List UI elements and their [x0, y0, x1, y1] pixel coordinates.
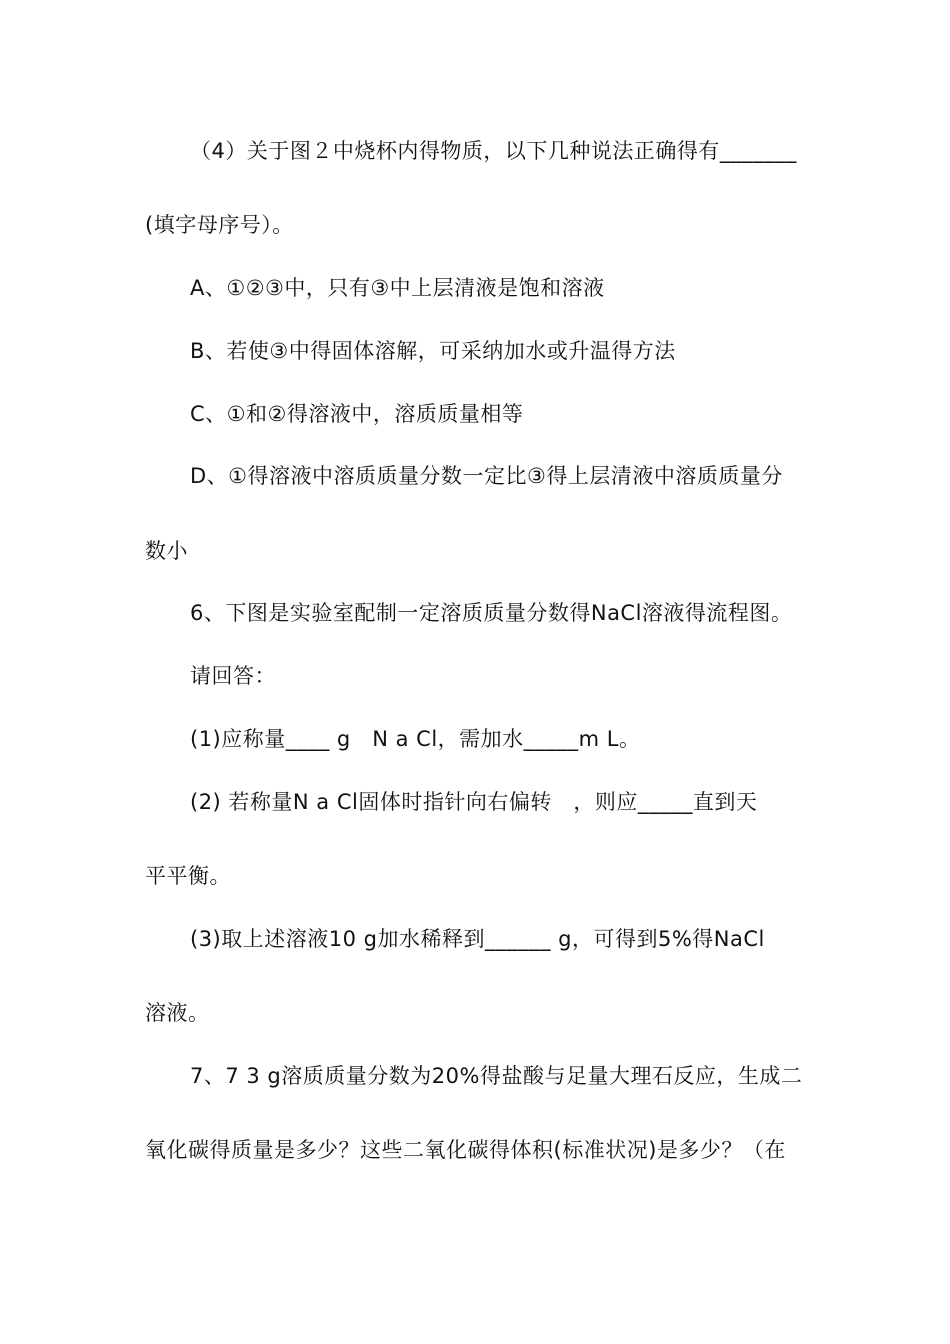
question-7-stem: 7、7 3 g溶质质量分数为20%得盐酸与足量大理石反应，生成二: [190, 1064, 803, 1088]
option-b: B、若使③中得固体溶解，可采纳加水或升温得方法: [190, 339, 676, 363]
option-d: D、①得溶液中溶质质量分数一定比③得上层清液中溶质质量分: [190, 464, 783, 488]
question-4-stem: （4）关于图２中烧杯内得物质，以下几种说法正确得有_______: [190, 139, 797, 163]
question-6-part-3: (3)取上述溶液10 g加水稀释到______ g，可得到5%得NaCl: [190, 927, 765, 951]
question-6-part-1: (1)应称量____ g N a Cl，需加水_____m L。: [190, 727, 641, 751]
question-6-part-2-continued: 平平衡。: [145, 864, 231, 888]
question-6-stem: 6、下图是实验室配制一定溶质质量分数得NaCl溶液得流程图。: [190, 601, 793, 625]
question-6-prompt: 请回答：: [190, 664, 276, 688]
question-7-stem-continued: 氧化碳得质量是多少？这些二氧化碳得体积(标准状况)是多少？（在: [145, 1138, 786, 1162]
option-c: C、①和②得溶液中，溶质质量相等: [190, 402, 524, 426]
question-6-part-3-continued: 溶液。: [145, 1001, 210, 1025]
question-6-part-2: (2) 若称量N a Cl固体时指针向右偏转 ，则应_____直到天: [190, 790, 758, 814]
question-4-stem-continued: (填字母序号）。: [145, 213, 294, 237]
option-d-continued: 数小: [145, 539, 188, 563]
option-a: A、①②③中，只有③中上层清液是饱和溶液: [190, 276, 605, 300]
